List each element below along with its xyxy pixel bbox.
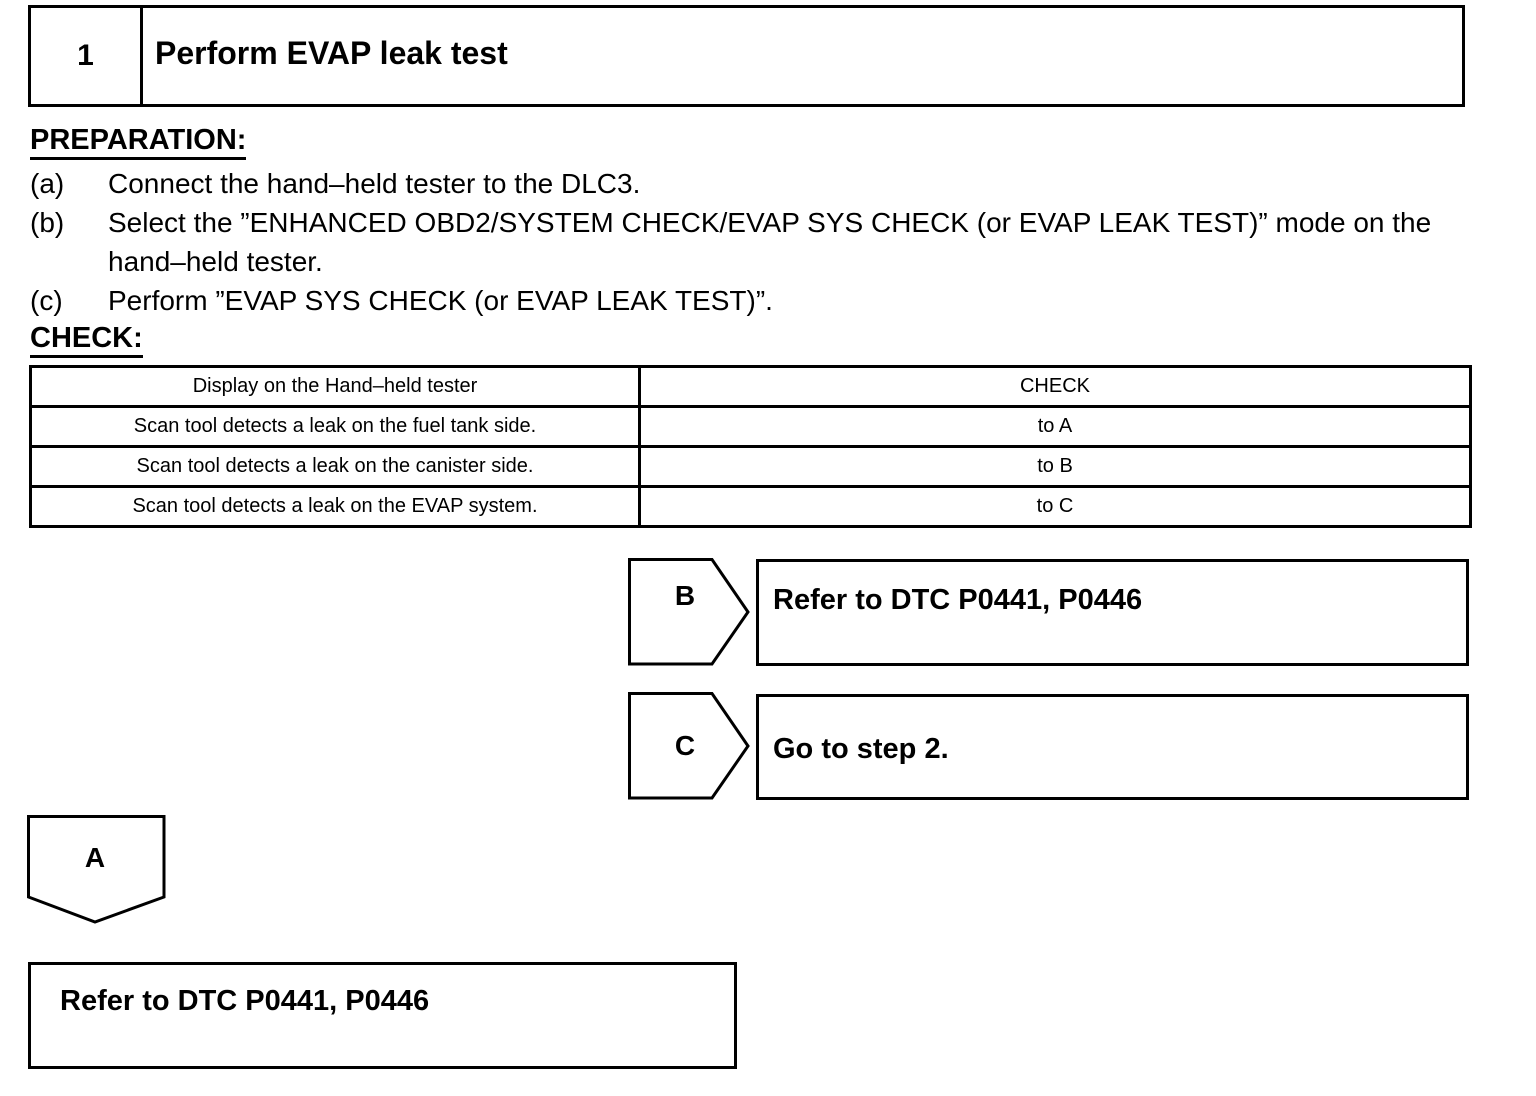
item-text: Select the ”ENHANCED OBD2/SYSTEM CHECK/EVAP SYS CHECK (or EVAP LEAK TEST)” mode on the hand–held tester. xyxy=(108,207,1432,277)
preparation-item-c xyxy=(30,281,1470,320)
preparation-item-a xyxy=(30,164,1470,203)
table-header-row xyxy=(31,367,1471,407)
step-header xyxy=(28,5,1465,107)
branch-b-arrow-tag xyxy=(628,558,752,668)
preparation-item-b xyxy=(30,203,1470,281)
step-number: 1 xyxy=(31,8,143,104)
table-cell: Scan tool detects a leak on the EVAP system. xyxy=(31,487,640,527)
table-header-cell: Display on the Hand–held tester xyxy=(31,367,640,407)
check-heading: CHECK: xyxy=(30,322,143,358)
preparation-list xyxy=(30,164,1470,320)
branch-a-result-box: Refer to DTC P0441, P0446 xyxy=(28,962,737,1069)
branch-a-label: A xyxy=(84,842,106,873)
table-cell: to B xyxy=(640,447,1471,487)
check-table xyxy=(29,365,1472,528)
table-row xyxy=(31,447,1471,487)
step-title: Perform EVAP leak test xyxy=(155,34,508,71)
table-row xyxy=(31,487,1471,527)
table-cell: to A xyxy=(640,407,1471,447)
branch-c-result-box: Go to step 2. xyxy=(756,694,1469,800)
item-text: Perform ”EVAP SYS CHECK (or EVAP LEAK TEST)”. xyxy=(108,285,773,316)
table-cell: Scan tool detects a leak on the canister side. xyxy=(31,447,640,487)
item-text: Connect the hand–held tester to the DLC3. xyxy=(108,168,641,199)
table-header-cell: CHECK xyxy=(640,367,1471,407)
table-cell: to C xyxy=(640,487,1471,527)
branch-c-label: C xyxy=(674,730,696,761)
item-letter: (a) xyxy=(30,168,65,199)
branch-b-result-box: Refer to DTC P0441, P0446 xyxy=(756,559,1469,666)
item-letter: (c) xyxy=(30,285,63,316)
branch-b-label: B xyxy=(674,580,696,611)
item-letter: (b) xyxy=(30,207,65,238)
table-row xyxy=(31,407,1471,447)
table-cell: Scan tool detects a leak on the fuel tank side. xyxy=(31,407,640,447)
preparation-heading: PREPARATION: xyxy=(30,124,246,160)
